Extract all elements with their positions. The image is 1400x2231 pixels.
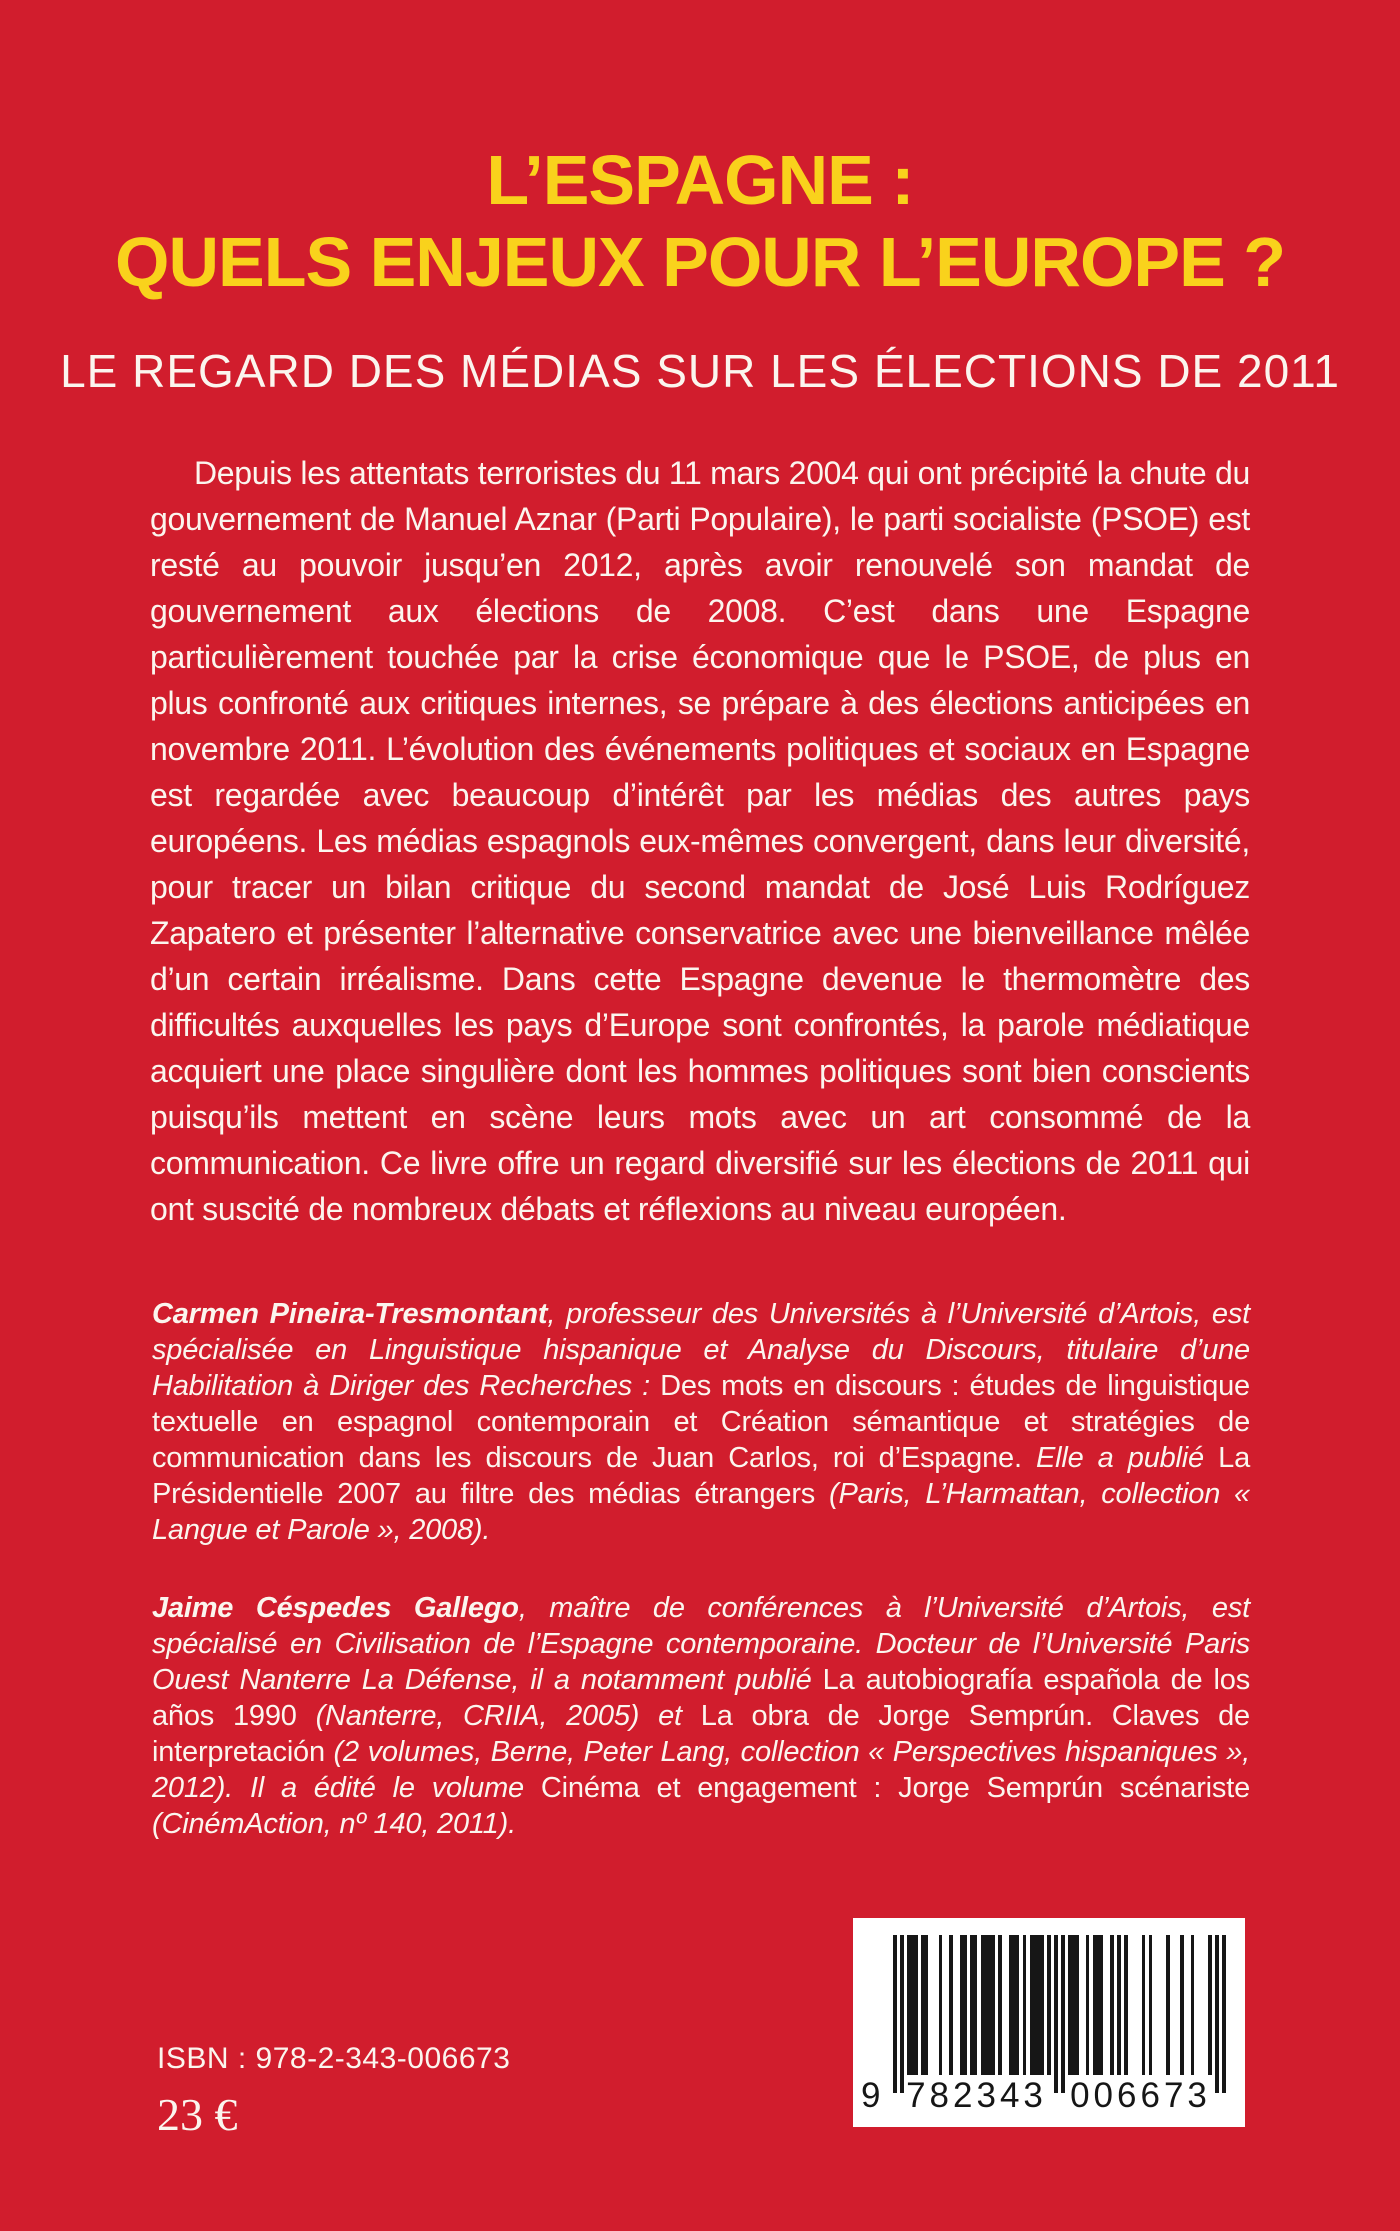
bio-text-segment: , maître de conférences à l’Université d’Artois, est spécialisé en Civilisation de l’Espagne contemporaine. Docteur de l’Université Paris Ouest Nanterre La Défense, il a notamment publié (152, 1591, 1250, 1696)
bio-text-segment: Elle a publié (1035, 1441, 1219, 1474)
isbn-label: ISBN : 978-2-343-006673 (157, 2042, 511, 2075)
author-bio-carmen-pineira-tresmontant (152, 1296, 1250, 1548)
bio-text-segment: (Paris, L’Harmattan, collection « Langue et Parole », 2008). (152, 1477, 1250, 1546)
bio-text-segment: Carmen Pineira-Tresmontant (152, 1297, 548, 1330)
barcode-digits-right: 006673 (1070, 2076, 1211, 2115)
bio-text-segment: , professeur des Universités à l’Université d’Artois, est spécialisée en Linguistique hispanique et Analyse du Discours, titulaire d’une Habilitation à Diriger des Recherches : (152, 1297, 1250, 1402)
author-bio-jaime-cespedes-gallego (152, 1590, 1250, 1842)
bio-text-segment: (CinémAction, nº 140, 2011). (152, 1807, 516, 1840)
book-title-line1: L’ESPAGNE : (486, 141, 914, 219)
barcode-digit-system: 9 (861, 2076, 881, 2115)
bio-text-segment: La obra de Jorge Semprún. Claves de interpretación (152, 1699, 1250, 1768)
bio-text-segment: Jaime Céspedes Gallego (152, 1591, 519, 1624)
barcode-bar (1222, 1935, 1226, 2093)
bio-text-segment: (Nanterre, CRIIA, 2005) et (315, 1699, 701, 1732)
bio-text-segment: La Présidentielle 2007 au filtre des médias étrangers (152, 1441, 1250, 1510)
book-title-line2: QUELS ENJEUX POUR L’EUROPE ? (115, 222, 1285, 301)
bio-text-segment: Cinéma et engagement : Jorge Semprún scénariste (540, 1771, 1250, 1804)
book-subtitle: LE REGARD DES MÉDIAS SUR LES ÉLECTIONS DE 2011 (60, 344, 1340, 397)
bio-text-segment: (2 volumes, Berne, Peter Lang, collection « Perspectives hispaniques », 2012). Il a édité le volume (152, 1735, 1250, 1804)
bio-text-segment: La autobiografía española de los años 1990 (152, 1663, 1250, 1732)
bio-text-segment: Des mots en discours : études de linguistique textuelle en espagnol contemporain et Création sémantique et stratégies de communication dans les discours de Juan Carlos, roi d’Espagne. (152, 1369, 1250, 1474)
synopsis-paragraph: Depuis les attentats terroristes du 11 mars 2004 qui ont précipité la chute du gouvernement de Manuel Aznar (Parti Populaire), le parti socialiste (PSOE) est resté au pouvoir jusqu’en 2012, après avoir renouvelé son mandat de gouvernement aux élections de 2008. C’est dans une Espagne particulièrement touchée par la crise économique que le PSOE, de plus en plus confronté aux critiques internes, se prépare à des élections anticipées en novembre 2011. L’évolution des événements politiques et sociaux en Espagne est regardée avec beaucoup d’intérêt par les médias des autres pays européens. Les médias espagnols eux-mêmes convergent, dans leur diversité, pour tracer un bilan critique du second mandat de José Luis Rodríguez Zapatero et présenter l’alternative conservatrice avec une bienveillance mêlée d’un certain irréalisme. Dans cette Espagne devenue le thermomètre des difficultés auxquelles les pays d’Europe sont confrontés, la parole médiatique acquiert une place singulière dont les hommes politiques sont bien conscients puisqu’ils mettent en scène leurs mots avec un art consommé de la communication. Ce livre offre un regard diversifié sur les élections de 2011 qui ont suscité de nombreux débats et réflexions au niveau européen. (150, 454, 1250, 1227)
barcode-digits-left: 782343 (906, 2076, 1047, 2115)
price-label: 23 € (157, 2089, 238, 2140)
barcode-bars (893, 1935, 1226, 2093)
book-title (0, 0, 1400, 304)
barcode (853, 1918, 1245, 2127)
